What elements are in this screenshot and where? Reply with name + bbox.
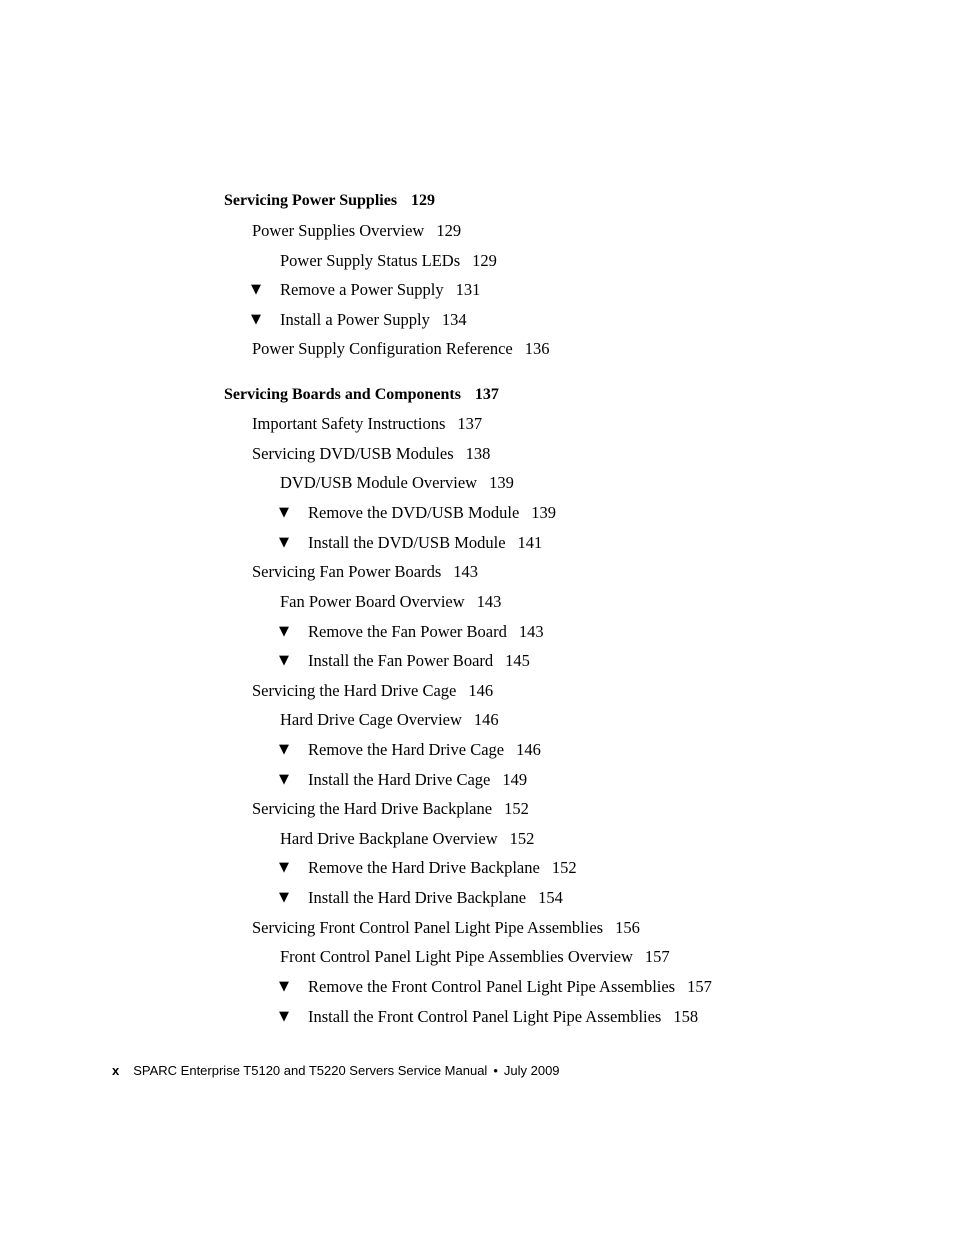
toc-entry-page: 136 bbox=[524, 339, 550, 358]
toc-chapter-entry[interactable] bbox=[224, 385, 499, 405]
procedure-triangle-icon: ▼ bbox=[279, 890, 289, 905]
toc-section-entry[interactable] bbox=[252, 562, 478, 582]
toc-entry-title: Install the DVD/USB Module bbox=[308, 533, 506, 552]
toc-entry-page: 157 bbox=[644, 947, 670, 966]
toc-entry-title: Remove the Hard Drive Cage bbox=[308, 740, 505, 759]
toc-subsection-entry[interactable] bbox=[280, 710, 499, 730]
toc-entry-page: 156 bbox=[615, 918, 640, 937]
toc-procedure-entry[interactable] bbox=[280, 310, 467, 330]
toc-entry-title: Power Supplies Overview bbox=[252, 221, 425, 240]
toc-procedure-entry[interactable] bbox=[308, 770, 527, 790]
publication-date: July 2009 bbox=[503, 1063, 560, 1078]
procedure-triangle-icon: ▼ bbox=[279, 624, 289, 639]
toc-entry-page: 129 bbox=[411, 192, 436, 209]
toc-subsection-entry[interactable] bbox=[280, 473, 514, 493]
toc-entry-title: Important Safety Instructions bbox=[252, 414, 446, 433]
procedure-triangle-icon: ▼ bbox=[279, 772, 289, 787]
toc-entry-page: 143 bbox=[476, 592, 502, 611]
procedure-triangle-icon: ▼ bbox=[279, 535, 289, 550]
toc-entry-page: 137 bbox=[457, 414, 483, 433]
toc-entry-title: Power Supply Configuration Reference bbox=[252, 339, 513, 358]
toc-entry-page: 129 bbox=[436, 221, 462, 240]
toc-entry-page: 152 bbox=[504, 799, 529, 818]
toc-entry-title: Remove the DVD/USB Module bbox=[308, 503, 520, 522]
toc-section-entry[interactable] bbox=[252, 681, 493, 701]
toc-entry-page: 146 bbox=[468, 681, 494, 700]
toc-entry-page: 149 bbox=[502, 770, 528, 789]
toc-procedure-entry[interactable] bbox=[308, 533, 542, 553]
toc-entry-page: 129 bbox=[472, 251, 497, 270]
toc-entry-page: 143 bbox=[518, 622, 544, 641]
toc-entry-title: Servicing Fan Power Boards bbox=[252, 562, 442, 581]
toc-subsection-entry[interactable] bbox=[280, 251, 497, 271]
toc-entry-page: 139 bbox=[489, 473, 514, 492]
toc-entry-title: Servicing DVD/USB Modules bbox=[252, 444, 454, 463]
toc-entry-title: Power Supply Status LEDs bbox=[280, 251, 461, 270]
toc-entry-page: 143 bbox=[453, 562, 479, 581]
toc-section-entry[interactable] bbox=[252, 339, 549, 359]
procedure-triangle-icon: ▼ bbox=[251, 282, 261, 297]
toc-entry-title: Remove the Hard Drive Backplane bbox=[308, 858, 540, 877]
book-title: SPARC Enterprise T5120 and T5220 Servers Service Manual bbox=[133, 1063, 488, 1078]
toc-entry-page: 154 bbox=[538, 888, 563, 907]
toc-entry-title: Servicing Boards and Components bbox=[224, 386, 461, 403]
toc-procedure-entry[interactable] bbox=[308, 888, 563, 908]
procedure-triangle-icon: ▼ bbox=[251, 312, 261, 327]
toc-entry-title: Remove a Power Supply bbox=[280, 280, 444, 299]
toc-entry-page: 146 bbox=[473, 710, 499, 729]
toc-entry-page: 137 bbox=[474, 386, 499, 403]
toc-entry-title: Front Control Panel Light Pipe Assemblies Overview bbox=[280, 947, 633, 966]
toc-procedure-entry[interactable] bbox=[308, 651, 530, 671]
procedure-triangle-icon: ▼ bbox=[279, 979, 289, 994]
toc-entry-title: Hard Drive Backplane Overview bbox=[280, 829, 498, 848]
toc-entry-page: 146 bbox=[516, 740, 541, 759]
toc-chapter-entry[interactable] bbox=[224, 191, 435, 211]
toc-procedure-entry[interactable] bbox=[308, 740, 541, 760]
toc-procedure-entry[interactable] bbox=[308, 1007, 698, 1027]
toc-entry-page: 131 bbox=[455, 280, 481, 299]
toc-subsection-entry[interactable] bbox=[280, 947, 670, 967]
toc-entry-title: Install the Hard Drive Cage bbox=[308, 770, 491, 789]
procedure-triangle-icon: ▼ bbox=[279, 505, 289, 520]
toc-entry-title: Install the Hard Drive Backplane bbox=[308, 888, 527, 907]
toc-entry-page: 157 bbox=[687, 977, 712, 996]
procedure-triangle-icon: ▼ bbox=[279, 1009, 289, 1024]
toc-section-entry[interactable] bbox=[252, 799, 529, 819]
toc-entry-page: 141 bbox=[517, 533, 543, 552]
toc-entry-page: 152 bbox=[551, 858, 577, 877]
toc-entry-title: Fan Power Board Overview bbox=[280, 592, 465, 611]
toc-entry-title: Servicing the Hard Drive Backplane bbox=[252, 799, 493, 818]
toc-entry-page: 134 bbox=[441, 310, 467, 329]
toc-entry-title: Install the Front Control Panel Light Pipe Assemblies bbox=[308, 1007, 662, 1026]
toc-section-entry[interactable] bbox=[252, 221, 461, 241]
toc-entry-title: Servicing the Hard Drive Cage bbox=[252, 681, 457, 700]
toc-procedure-entry[interactable] bbox=[308, 977, 712, 997]
page-number: x bbox=[112, 1063, 120, 1078]
toc-entry-title: Remove the Front Control Panel Light Pipe Assemblies bbox=[308, 977, 676, 996]
toc-section-entry[interactable] bbox=[252, 918, 640, 938]
procedure-triangle-icon: ▼ bbox=[279, 653, 289, 668]
toc-entry-page: 145 bbox=[505, 651, 530, 670]
toc-entry-title: Remove the Fan Power Board bbox=[308, 622, 507, 641]
toc-section-entry[interactable] bbox=[252, 414, 482, 434]
page-footer bbox=[112, 1062, 560, 1080]
toc-procedure-entry[interactable] bbox=[308, 622, 544, 642]
toc-entry-page: 158 bbox=[673, 1007, 699, 1026]
toc-procedure-entry[interactable] bbox=[308, 503, 556, 523]
toc-procedure-entry[interactable] bbox=[280, 280, 480, 300]
toc-subsection-entry[interactable] bbox=[280, 829, 534, 849]
procedure-triangle-icon: ▼ bbox=[279, 742, 289, 757]
toc-entry-title: Install a Power Supply bbox=[280, 310, 430, 329]
toc-procedure-entry[interactable] bbox=[308, 858, 577, 878]
toc-entry-page: 152 bbox=[509, 829, 535, 848]
procedure-triangle-icon: ▼ bbox=[279, 860, 289, 875]
toc-entry-title: DVD/USB Module Overview bbox=[280, 473, 478, 492]
toc-section-entry[interactable] bbox=[252, 444, 490, 464]
toc-entry-title: Servicing Power Supplies bbox=[224, 192, 398, 209]
toc-entry-page: 138 bbox=[465, 444, 491, 463]
toc-entry-title: Install the Fan Power Board bbox=[308, 651, 494, 670]
toc-entry-title: Servicing Front Control Panel Light Pipe Assemblies bbox=[252, 918, 604, 937]
toc-entry-title: Hard Drive Cage Overview bbox=[280, 710, 462, 729]
toc-subsection-entry[interactable] bbox=[280, 592, 501, 612]
footer-bullet: • bbox=[493, 1063, 498, 1078]
toc-entry-page: 139 bbox=[531, 503, 557, 522]
